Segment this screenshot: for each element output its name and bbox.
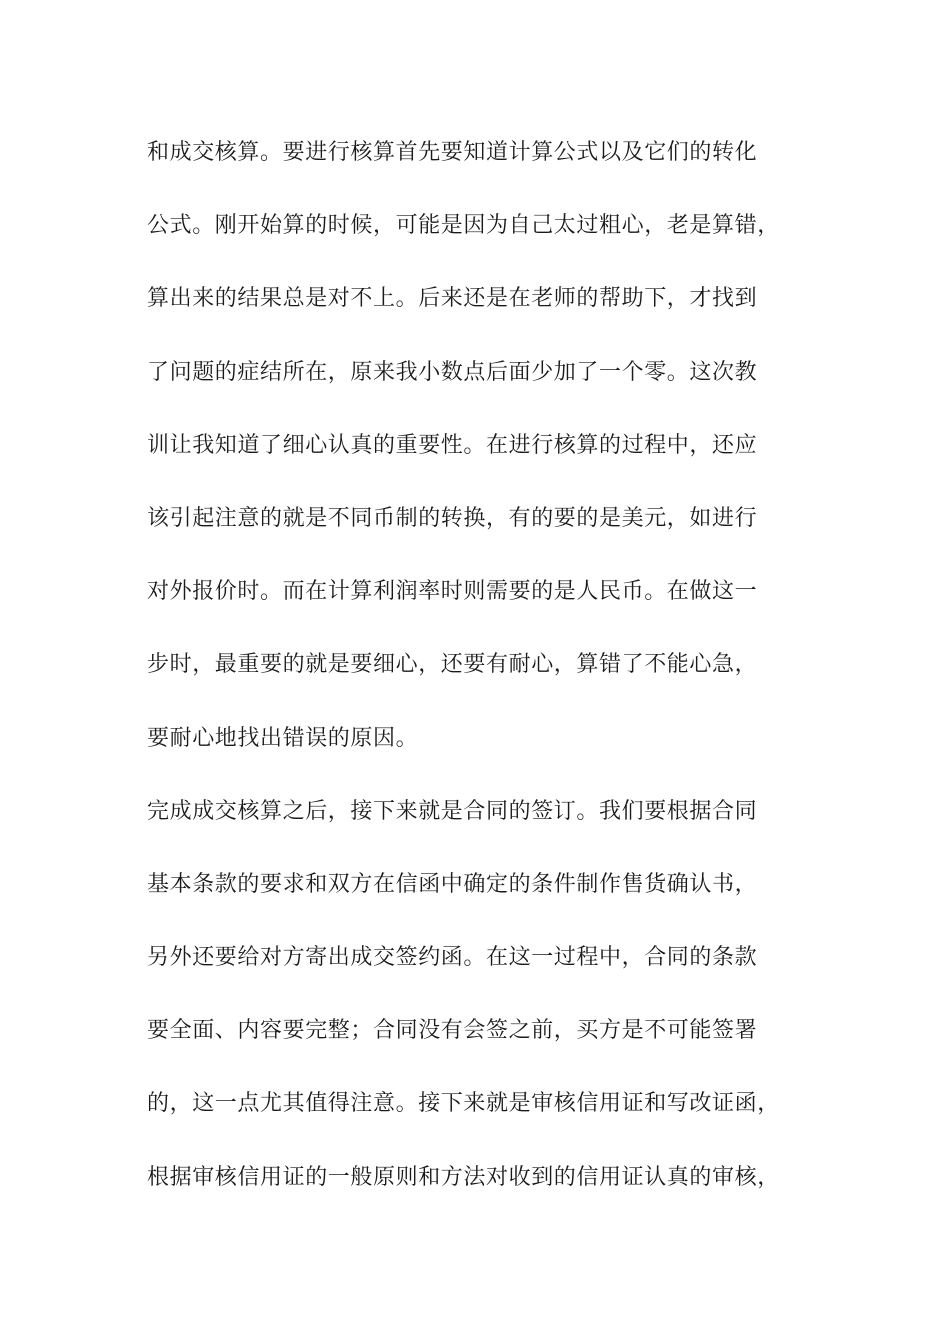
text-line: 要耐心地找出错误的原因。 <box>147 725 419 751</box>
text-line: 步时，最重要的就是要细心，还要有耐心，算错了不能心急， <box>147 652 758 678</box>
text-line: 该引起注意的就是不同币制的转换，有的要的是美元，如进行 <box>147 505 758 531</box>
text-line: 对外报价时。而在计算利润率时则需要的是人民币。在做这一 <box>147 579 758 605</box>
text-line: 基本条款的要求和双方在信函中确定的条件制作售货确认书， <box>147 871 758 897</box>
text-line: 另外还要给对方寄出成交签约函。在这一过程中，合同的条款 <box>147 945 758 971</box>
text-line: 了问题的症结所在，原来我小数点后面少加了一个零。这次教 <box>147 359 758 385</box>
text-line: 要全面、内容要完整；合同没有会签之前，买方是不可能签署 <box>147 1018 758 1044</box>
text-line: 训让我知道了细心认真的重要性。在进行核算的过程中，还应 <box>147 432 758 458</box>
body-text <box>147 127 837 1225</box>
text-line: 算出来的结果总是对不上。后来还是在老师的帮助下，才找到 <box>147 286 758 312</box>
text-line: 完成成交核算之后，接下来就是合同的签订。我们要根据合同 <box>147 798 758 824</box>
text-line: 公式。刚开始算的时候，可能是因为自己太过粗心，老是算错， <box>147 213 780 239</box>
text-line: 根据审核信用证的一般原则和方法对收到的信用证认真的审核， <box>147 1164 780 1190</box>
text-line: 的，这一点尤其值得注意。接下来就是审核信用证和写改证函， <box>147 1091 780 1117</box>
text-line: 和成交核算。要进行核算首先要知道计算公式以及它们的转化 <box>147 140 758 165</box>
